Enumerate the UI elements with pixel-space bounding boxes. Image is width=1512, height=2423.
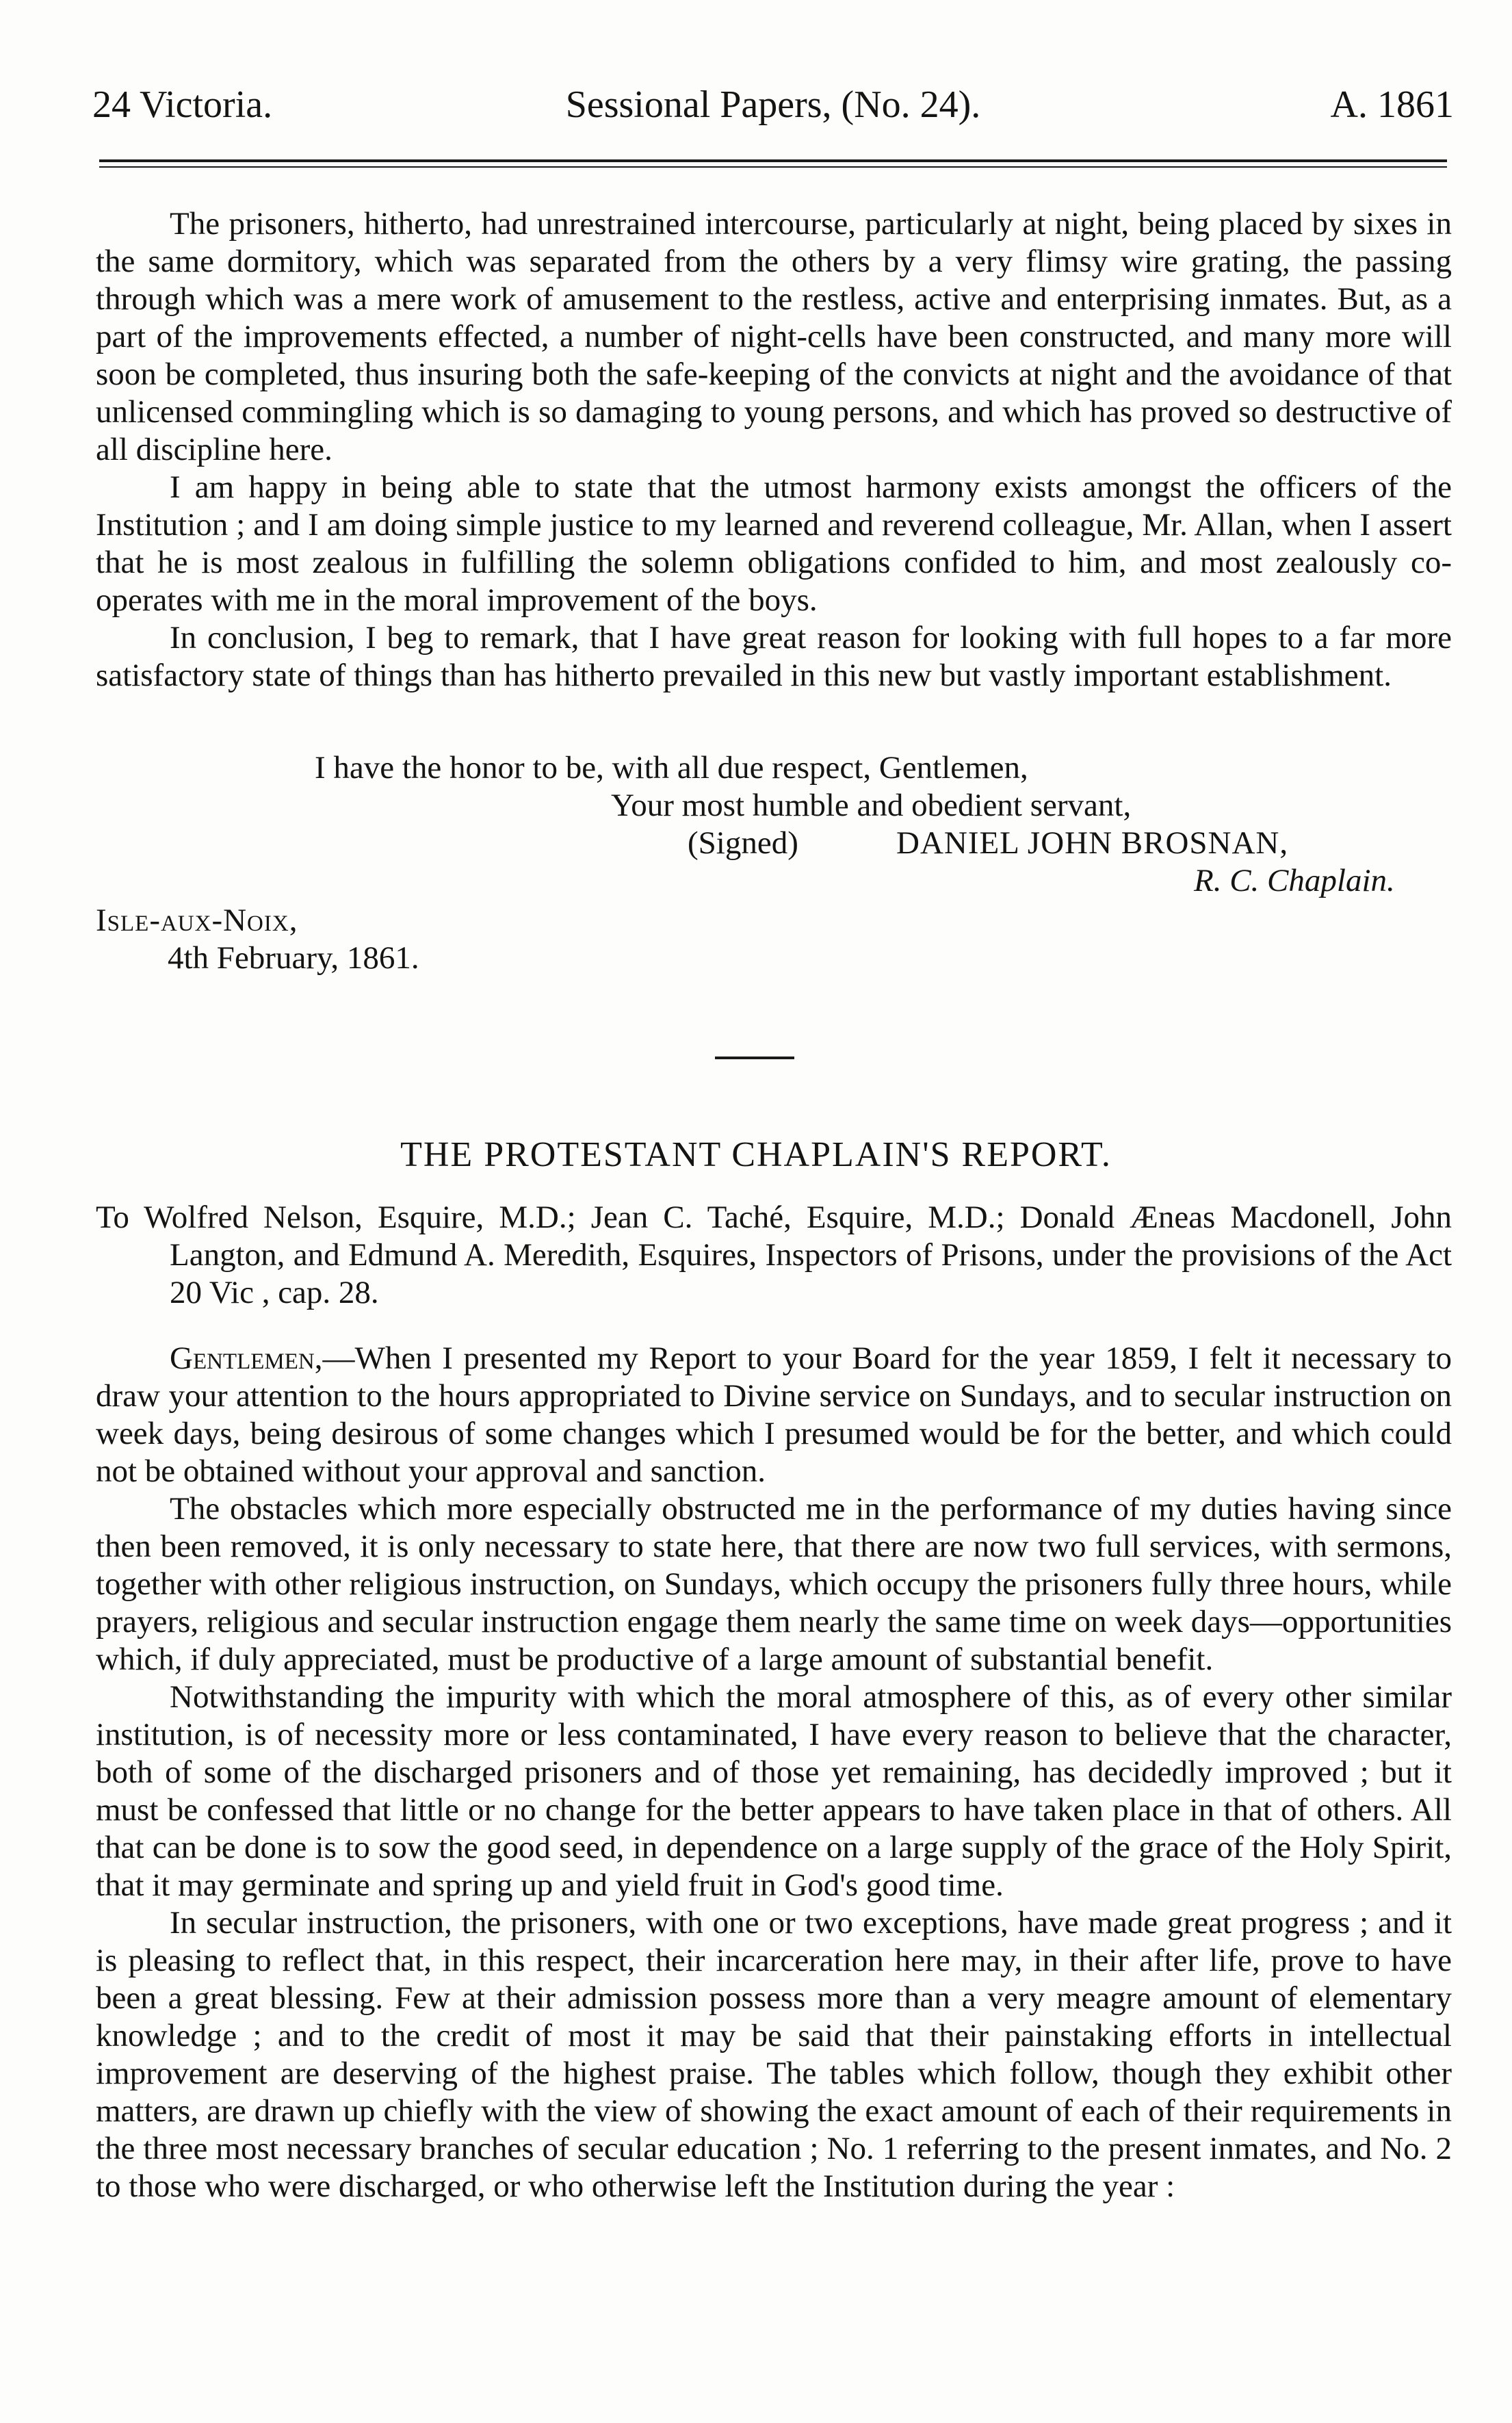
letter-servant-line: Your most humble and obedient servant, — [611, 788, 1132, 823]
salutation: Gentlemen, — [170, 1340, 323, 1376]
report-paragraph: In secular instruction, the prisoners, with one or two exceptions, have made great progress ; and it is pleasing to reflect that, in this respect, their incarceration here may, in their after life, prove to have been a great blessing. Few at their admission possess more than a very meagre amount of elementary knowledge ; and to the credit of most it may be said that their painstaking efforts in intellectual improvement are deserving of the highest praise. The tables which follow, though they exhibit other matters, are drawn up chiefly with the view of showing the exact amount of each of their requirements in the three most necessary branches of secular education ; No. 1 referring to the present inmates, and No. 2 to those who were discharged, or who otherwise left the Institution during the year : — [96, 1905, 1452, 2204]
report-paragraph — [96, 1340, 1452, 1490]
address-text: To Wolfred Nelson, Esquire, M.D.; Jean C. Taché, Esquire, M.D.; Donald Æneas Macdonell, John Langton, and Edmund A. Meredith, Esquires, Inspectors of Prisons, under the provisions of the Act 20 Vic , cap. 28. — [96, 1200, 1452, 1310]
letter-paragraph: I am happy in being able to state that the utmost harmony exists amongst the officers of the Institution ; and I am doing simple justice to my learned and reverend colleague, Mr. Allan, when I assert that he is most zealous in fulfilling the solemn obligations confided to him, and most zealously co-operates with me in the moral improvement of the boys. — [96, 469, 1452, 618]
letter-body — [96, 205, 1452, 695]
report-paragraph-text: —When I presented my Report to your Board for the year 1859, I felt it necessary to draw your attention to the hours appropriated to Divine service on Sundays, and to secular instruction on week days, being desirous of some changes which I presumed would be for the better, and which could not be obtained without your approval and sanction. — [96, 1340, 1452, 1489]
header-session: 24 Victoria. — [92, 83, 273, 126]
signer-title: R. C. Chaplain. — [1194, 863, 1395, 898]
header-year: A. 1861 — [1330, 83, 1454, 126]
report-body — [96, 1340, 1452, 2205]
letter-paragraph: In conclusion, I beg to remark, that I have great reason for looking with full hopes to a far more satisfactory state of things than has hitherto prevailed in this new but vastly important establishment. — [96, 620, 1452, 693]
header-paper-title: Sessional Papers, (No. 24). — [565, 83, 981, 126]
report-address — [96, 1199, 1452, 1312]
header-double-rule — [99, 159, 1447, 168]
letter-place: Isle-aux-Noix, — [96, 903, 298, 938]
report-paragraph: The obstacles which more especially obstructed me in the performance of my duties having since then been removed, it is only necessary to state here, that there are now two full services, with sermons, together with other religious instruction, on Sundays, which occupy the prisoners fully three hours, while prayers, religious and secular instruction engage them nearly the same time on week days—opportunities which, if duly appreciated, must be productive of a large amount of substantial benefit. — [96, 1491, 1452, 1677]
section-divider — [715, 1057, 794, 1059]
report-title: THE PROTESTANT CHAPLAIN'S REPORT. — [400, 1135, 1112, 1174]
page-header — [92, 74, 1454, 135]
signed-label: (Signed) — [688, 825, 798, 861]
letter-paragraph: The prisoners, hitherto, had unrestrained intercourse, particularly at night, being placed by sixes in the same dormitory, which was separated from the others by a very flimsy wire grating, the passing through which was a mere work of amusement to the restless, active and enterprising inmates. But, as a part of the improvements effected, a number of night-cells have been constructed, and many more will soon be completed, thus insuring both the safe-keeping of the convicts at night and the avoidance of that unlicensed commingling which is so damaging to young persons, and which has proved so destructive of all discipline here. — [96, 206, 1452, 467]
signer-name: DANIEL JOHN BROSNAN, — [896, 825, 1289, 861]
letter-date: 4th February, 1861. — [168, 940, 419, 976]
letter-closing: I have the honor to be, with all due respect, Gentlemen, — [315, 750, 1028, 786]
report-paragraph: Notwithstanding the impurity with which the moral atmosphere of this, as of every other similar institution, is of necessity more or less contaminated, I have every reason to believe that the character, both of some of the discharged prisoners and of those yet remaining, has decidedly improved ; but it must be confessed that little or no change for the better appears to have taken place in that of others. All that can be done is to sow the good seed, in dependence on a large supply of the grace of the Holy Spirit, that it may germinate and spring up and yield fruit in God's good time. — [96, 1679, 1452, 1903]
